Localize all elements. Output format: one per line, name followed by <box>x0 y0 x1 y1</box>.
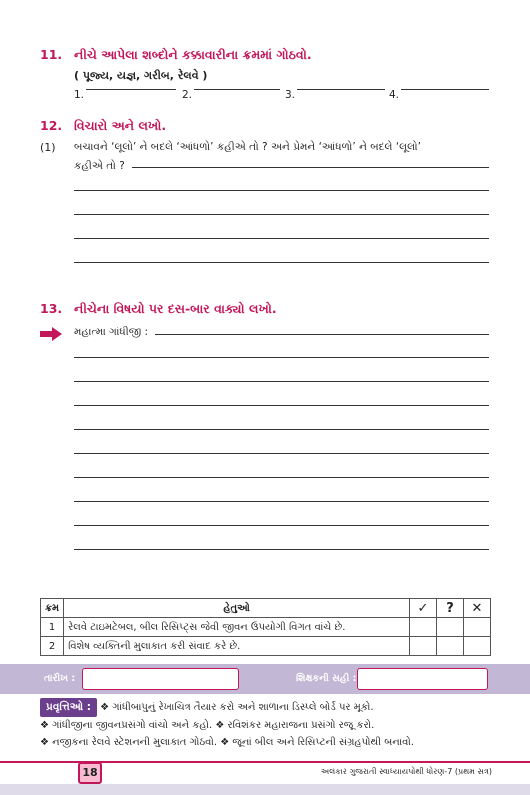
cross-cell[interactable] <box>464 637 491 656</box>
activity-line-2: ❖ ગાંધીજીના જીવનપ્રસંગો વાંચો અને કહો. ❖ રવિશંકર મહારાજના પ્રસંગો રજૂ કરો. <box>40 720 375 731</box>
activity-line-1 <box>40 698 490 717</box>
header-hetu: હેતુઓ <box>64 599 410 618</box>
question-number: 13. <box>40 301 63 316</box>
answer-line[interactable] <box>74 262 489 263</box>
activities-section <box>40 698 490 751</box>
date-signature-band <box>0 664 530 694</box>
row-number: 1 <box>41 618 64 637</box>
question-title: વિચારો અને લખો. <box>74 118 167 133</box>
essay-prompt: મહાત્મા ગાંધીજી : <box>74 326 149 338</box>
answer-line[interactable] <box>74 357 489 358</box>
signature-label: શિક્ષકની સહી : <box>296 673 357 684</box>
date-field[interactable] <box>82 668 239 690</box>
answer-line[interactable] <box>74 405 489 406</box>
objectives-table <box>40 598 491 656</box>
answer-line[interactable] <box>74 190 489 191</box>
question-mark-icon: ? <box>437 599 464 618</box>
blank-line-4[interactable] <box>401 89 489 90</box>
question-text-line2: કહીએ તો ? <box>74 160 125 172</box>
answer-line[interactable] <box>74 525 489 526</box>
footer-bar <box>0 784 530 795</box>
activity-line-3: ❖ નજીકના રેલવે સ્ટેશનની મુલાકાત ગોઠવો. ❖ જૂનાં બીલ અને રિસિપ્ટની સંગ્રહપોથી બનાવો. <box>40 737 415 748</box>
blank-label-2: 2. <box>182 89 193 101</box>
blank-line-2[interactable] <box>194 89 280 90</box>
question-12-heading <box>40 118 166 134</box>
answer-line[interactable] <box>155 334 489 335</box>
date-label: તારીખ : <box>44 673 76 684</box>
signature-field[interactable] <box>357 668 488 690</box>
question-cell[interactable] <box>437 618 464 637</box>
table-row <box>41 618 491 637</box>
word-list: ( પૂજ્ય, યજ્ઞ, ગરીબ, રેલવે ) <box>74 69 208 82</box>
answer-line[interactable] <box>132 167 489 168</box>
activities-tag: પ્રવૃત્તિઓ : <box>40 698 97 717</box>
item-number: (1) <box>40 141 56 154</box>
row-text: વિશેષ વ્યક્તિની મુલાકાત કરી સંવાદ કરે છે. <box>64 637 410 656</box>
cross-icon: ✕ <box>464 599 491 618</box>
row-number: 2 <box>41 637 64 656</box>
question-13-heading <box>40 301 277 317</box>
answer-line[interactable] <box>74 549 489 550</box>
table-row <box>41 637 491 656</box>
blank-label-4: 4. <box>389 89 400 101</box>
blank-line-1[interactable] <box>86 89 176 90</box>
question-11-heading <box>40 47 312 63</box>
check-icon: ✓ <box>410 599 437 618</box>
answer-line[interactable] <box>74 501 489 502</box>
check-cell[interactable] <box>410 637 437 656</box>
answer-line[interactable] <box>74 453 489 454</box>
blank-label-1: 1. <box>74 89 85 101</box>
answer-line[interactable] <box>74 214 489 215</box>
question-text-line1: બચાવને ‘લૂલો’ ને બદલે ‘આંધળો’ કહીએ તો ? અને પ્રેમને ‘આંધળો’ ને બદલે ‘લૂલો’ <box>74 141 421 153</box>
arrow-right-icon <box>40 327 62 341</box>
question-cell[interactable] <box>437 637 464 656</box>
answer-line[interactable] <box>74 477 489 478</box>
question-number: 11. <box>40 47 63 62</box>
activity-text: ❖ ગાંધીબાપુનું રેખાચિત્ર તૈયાર કરો અને શાળાના ડિસ્પ્લે બોર્ડ પર મૂકો. <box>100 702 374 713</box>
question-title: નીચે આપેલા શબ્દોને કક્કાવારીના ક્રમમાં ગોઠવો. <box>74 47 312 62</box>
answer-line[interactable] <box>74 238 489 239</box>
page-number: 18 <box>78 762 102 784</box>
blank-line-3[interactable] <box>297 89 385 90</box>
answer-line[interactable] <box>74 429 489 430</box>
check-cell[interactable] <box>410 618 437 637</box>
book-title: અલંકાર ગુજરાતી સ્વાધ્યાયપોથી ધોરણ-7 (પ્રથમ સત્ર) <box>320 767 492 776</box>
table-header-row <box>41 599 491 618</box>
answer-line[interactable] <box>74 381 489 382</box>
row-text: રેલવે ટાઇમટેબલ, બીલ રિસિપ્ટ્સ જેવી જીવન ઉપયોગી વિગત વાંચે છે. <box>64 618 410 637</box>
cross-cell[interactable] <box>464 618 491 637</box>
question-title: નીચેના વિષયો પર દસ-બાર વાક્યો લખો. <box>74 301 277 316</box>
header-krama: ક્રમ <box>41 599 64 618</box>
question-number: 12. <box>40 118 63 133</box>
blank-label-3: 3. <box>285 89 296 101</box>
